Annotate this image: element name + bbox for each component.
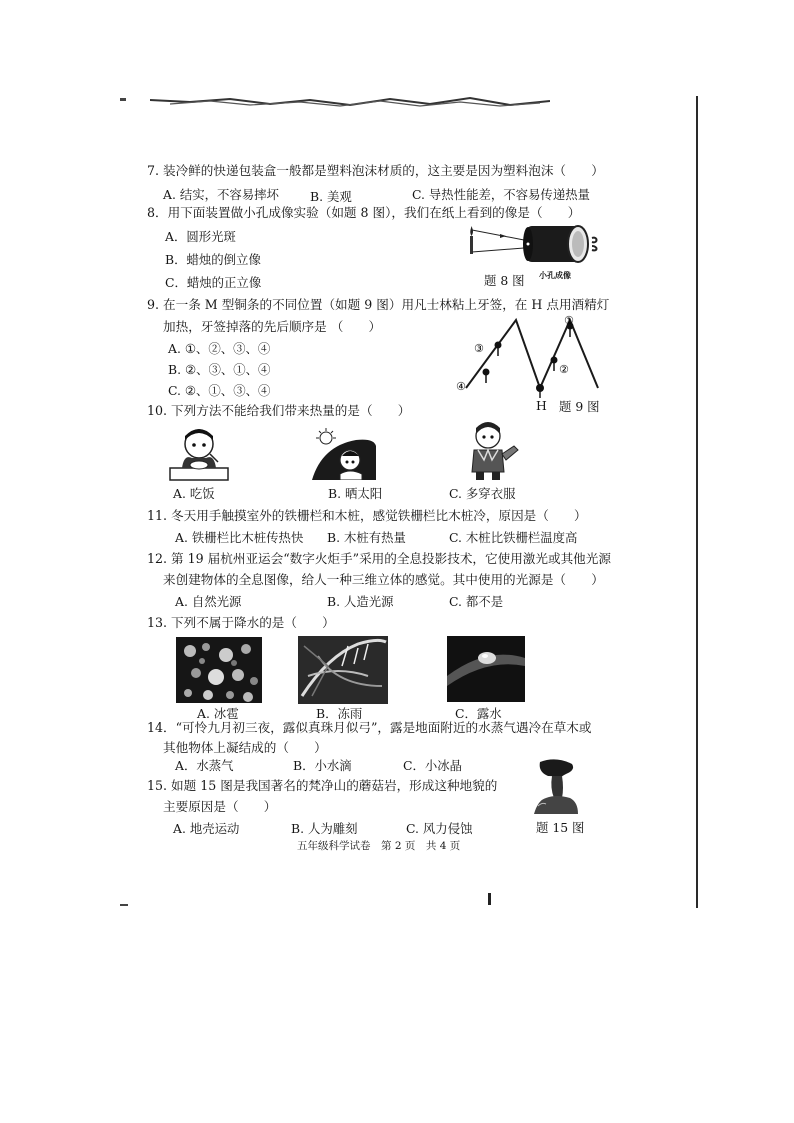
- q15-option-a: A. 地壳运动: [173, 821, 240, 836]
- q12-stem-line1: 12. 第 19 届杭州亚运会“数字火炬手”采用的全息投影技术，它使用激光或其他光源: [147, 551, 611, 566]
- q15-stem-line2: 主要原因是（ ）: [163, 799, 277, 814]
- m-shaped-copper-figure: [452, 312, 602, 402]
- q14-stem-line2: 其他物体上凝结成的（ ）: [163, 740, 327, 755]
- q12-stem-line2: 来创建物体的全息图像，给人一种三维立体的感觉。其中使用的光源是（ ）: [163, 572, 604, 587]
- q8-option-a: A．圆形光斑: [165, 229, 236, 244]
- q10-option-a: A. 吃饭: [173, 486, 215, 501]
- q8-figure-label: 小孔成像: [539, 270, 571, 280]
- mark-3: ③: [474, 342, 484, 355]
- q9-figure-caption: 题 9 图: [559, 399, 600, 414]
- q11-option-a: A. 铁栅栏比木桩传热快: [175, 530, 304, 545]
- mark-4: ④: [456, 380, 466, 393]
- q15-figure-caption: 题 15 图: [536, 820, 585, 835]
- q9-stem-line2: 加热，牙签掉落的先后顺序是 （ ）: [163, 319, 382, 334]
- sunbathing-illustration: [312, 426, 376, 480]
- q9-point-h: H: [536, 398, 547, 413]
- q14-option-c: C．小冰晶: [403, 758, 463, 773]
- q14-stem-line1: 14．“可怜九月初三夜，露似真珠月似弓”，露是地面附近的水蒸气遇冷在草木或: [147, 720, 592, 735]
- q7-option-c: C. 导热性能差，不容易传递热量: [412, 187, 590, 202]
- scan-mark: [120, 98, 126, 101]
- q9-option-a: A. ①、②、③、④: [168, 341, 271, 356]
- q10-option-c: C. 多穿衣服: [449, 486, 516, 501]
- q7-option-b: B. 美观: [310, 189, 352, 204]
- torn-edge: [150, 96, 550, 108]
- mark-1: ①: [564, 314, 574, 327]
- q8-option-c: C．蜡烛的正立像: [165, 275, 262, 290]
- q12-option-a: A. 自然光源: [175, 594, 242, 609]
- q12-option-b: B. 人造光源: [327, 594, 394, 609]
- pinhole-camera-figure: [462, 222, 602, 268]
- page-footer: 五年级科学试卷 第 2 页 共 4 页: [297, 840, 461, 852]
- dew-photo: [447, 636, 525, 702]
- scan-mark: [120, 904, 128, 906]
- q13-option-c: C．露水: [455, 706, 502, 721]
- q9-option-b: B. ②、③、①、④: [168, 362, 271, 377]
- q10-stem: 10. 下列方法不能给我们带来热量的是（ ）: [147, 403, 411, 418]
- q9-option-c: C. ②、①、③、④: [168, 383, 271, 398]
- q14-option-b: B．小水滴: [293, 758, 352, 773]
- eating-illustration: [168, 424, 230, 482]
- hail-photo: [176, 637, 262, 703]
- mark-2: ②: [559, 363, 569, 376]
- mushroom-rock-figure: [532, 758, 580, 814]
- q11-option-b: B. 木桩有热量: [327, 530, 406, 545]
- q8-option-b: B．蜡烛的倒立像: [165, 252, 261, 267]
- warm-clothes-illustration: [466, 420, 522, 480]
- q12-option-c: C. 都不是: [449, 594, 504, 609]
- q8-stem: 8．用下面装置做小孔成像实验（如题 8 图），我们在纸上看到的像是（ ）: [147, 205, 581, 220]
- q14-option-a: A．水蒸气: [175, 758, 234, 773]
- q8-figure-caption: 题 8 图: [484, 273, 525, 288]
- q11-option-c: C. 木桩比铁栅栏温度高: [449, 530, 578, 545]
- q9-stem-line1: 9. 在一条 M 型铜条的不同位置（如题 9 图）用凡士林粘上牙签，在 H 点用酒精灯: [147, 297, 610, 312]
- q15-option-b: B. 人为雕刻: [291, 821, 358, 836]
- freezing-rain-photo: [298, 636, 388, 704]
- q11-stem: 11. 冬天用手触摸室外的铁栅栏和木桩，感觉铁栅栏比木桩冷，原因是（ ）: [147, 508, 587, 523]
- q7-stem: 7. 装冷鲜的快递包装盒一般都是塑料泡沫材质的，这主要是因为塑料泡沫（ ）: [147, 163, 604, 178]
- q7-option-a: A. 结实，不容易摔坏: [163, 187, 279, 202]
- q13-stem: 13. 下列不属于降水的是（ ）: [147, 615, 335, 630]
- q15-option-c: C. 风力侵蚀: [406, 821, 473, 836]
- q13-option-a: A. 冰雹: [197, 706, 239, 721]
- q10-option-b: B. 晒太阳: [328, 486, 383, 501]
- scan-mark: [488, 893, 491, 905]
- q15-stem-line1: 15. 如题 15 图是我国著名的梵净山的蘑菇岩，形成这种地貌的: [147, 778, 498, 793]
- q13-option-b: B．冻雨: [316, 706, 363, 721]
- page-edge: [696, 96, 698, 908]
